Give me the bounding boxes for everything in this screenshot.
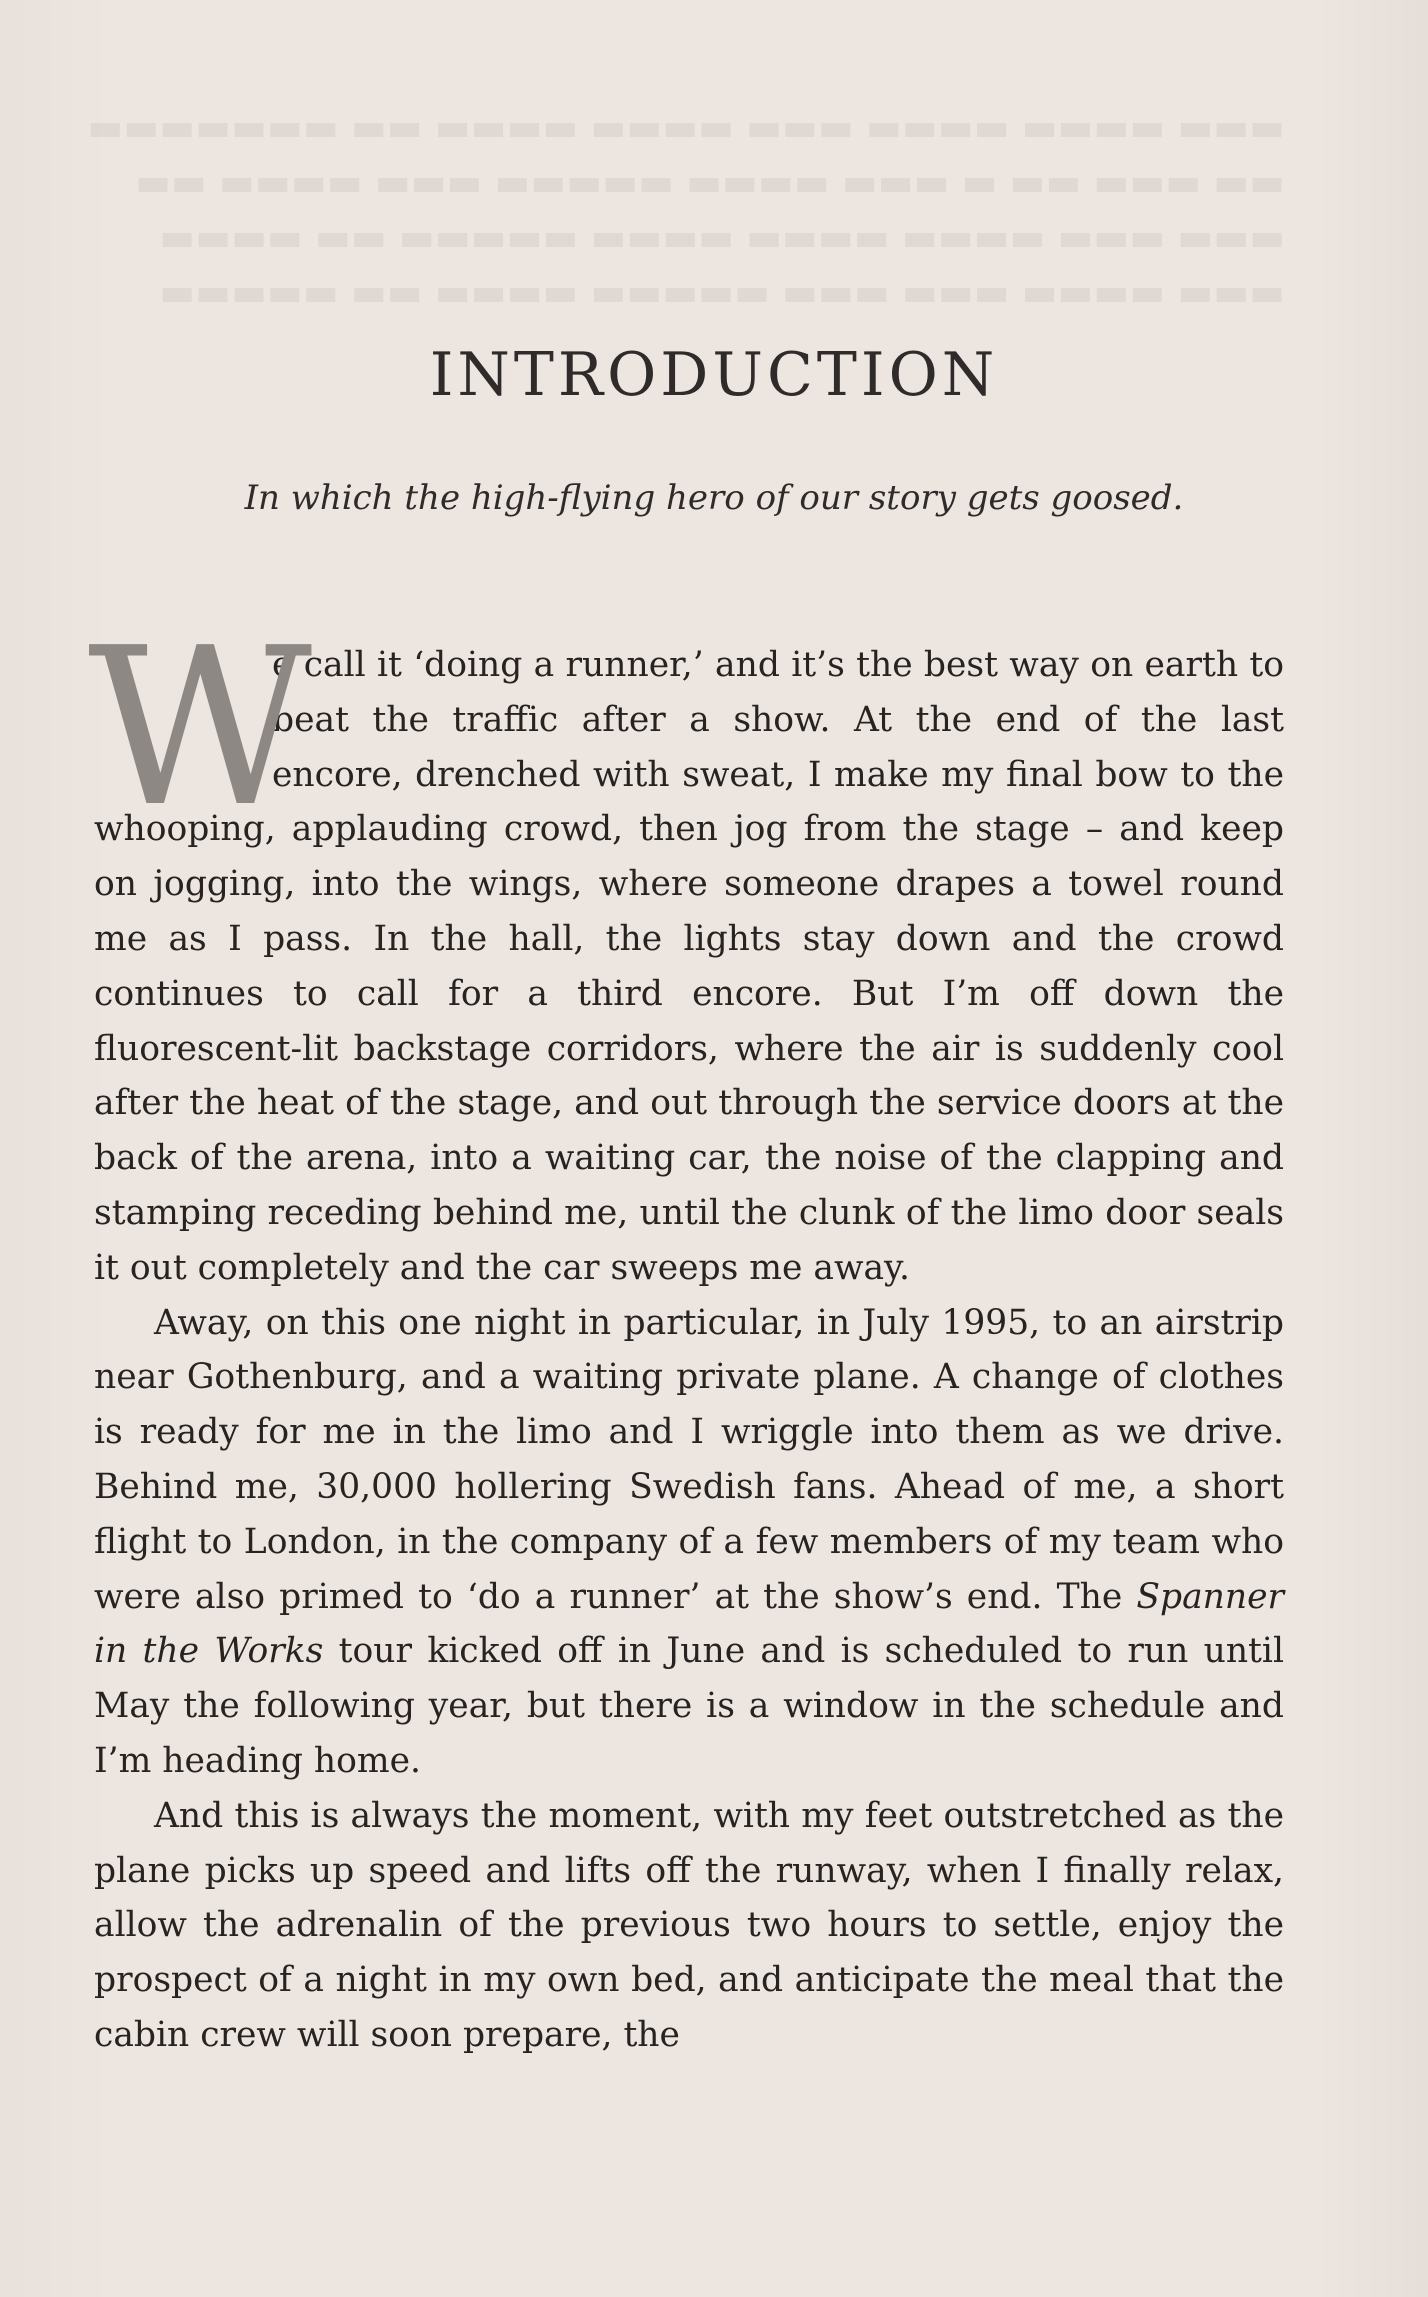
drop-cap-letter: W xyxy=(88,602,313,855)
body-text xyxy=(88,602,1284,2063)
paragraph-1-text: e call it ‘doing a runner,’ and it’s the best way on earth to beat the traffic after a show. At the end of the last encore, drenched with sweat, I make my final bow to the whooping, applauding crowd, then jog from the stage – and keep on jogging, into the wings, where someone drapes a towel round me as I pass. In the hall, the lights stay down and the crowd continues to call for a third encore. But I’m off down the fluorescent-lit backstage corridors, where the air is suddenly cool after the heat of the stage, and out through the service doors at the back of the arena, into a waiting car, the noise of the clapping and stamping receding behind me, until the clunk of the limo door seals it out completely and the car sweeps me away. xyxy=(94,645,1284,1288)
paragraph-2-text-b: tour kicked off in June and is scheduled to run until May the following year, but there is a window in the schedule and I’m heading home. xyxy=(94,1631,1284,1781)
paragraph-2 xyxy=(94,1296,1284,1789)
tour-name: Spanner in the Works xyxy=(94,1576,1284,1672)
chapter-title: INTRODUCTION xyxy=(429,340,999,410)
paragraph-1 xyxy=(88,602,1284,1296)
drop-cap xyxy=(88,602,313,855)
show-through-texture: ▬▬▬ ▬▬▬▬ ▬▬▬▬ ▬▬▬ ▬▬▬▬ ▬▬▬▬ ▬▬ ▬▬▬▬▬▬▬ ▬▬ ▬▬▬ ▬▬ ▬ ▬▬▬ ▬▬▬▬ ▬▬▬▬▬ ▬▬▬ ▬▬▬▬ ▬▬ ▬▬▬ ▬▬▬ ▬▬▬▬ ▬▬▬▬ ▬▬▬▬ ▬▬▬▬▬ ▬▬ ▬▬▬▬ ▬▬▬ ▬▬▬▬ ▬▬▬ ▬▬▬ ▬▬▬▬▬ ▬▬▬▬ ▬▬ ▬▬▬▬▬ xyxy=(87,105,1285,314)
chapter-subtitle: In which the high-flying hero of our story gets goosed. xyxy=(244,478,1184,518)
paragraph-2-text-a: Away, on this one night in particular, in July 1995, to an airstrip near Gothenburg, and a waiting private plane. A change of clothes is ready for me in the limo and I wriggle into them as we drive. Behind me, 30,000 hollering Swedish fans. Ahead of me, a short flight to London, in the company of a few members of my team who were also primed to ‘do a runner’ at the show’s end. The xyxy=(94,1302,1284,1617)
paragraph-3: And this is always the moment, with my feet outstretched as the plane picks up speed and lifts off the runway, when I finally relax, allow the adrenalin of the previous two hours to settle, enjoy the prospect of a night in my own bed, and anticipate the meal that the cabin crew will soon prepare, the xyxy=(94,1795,1284,2055)
